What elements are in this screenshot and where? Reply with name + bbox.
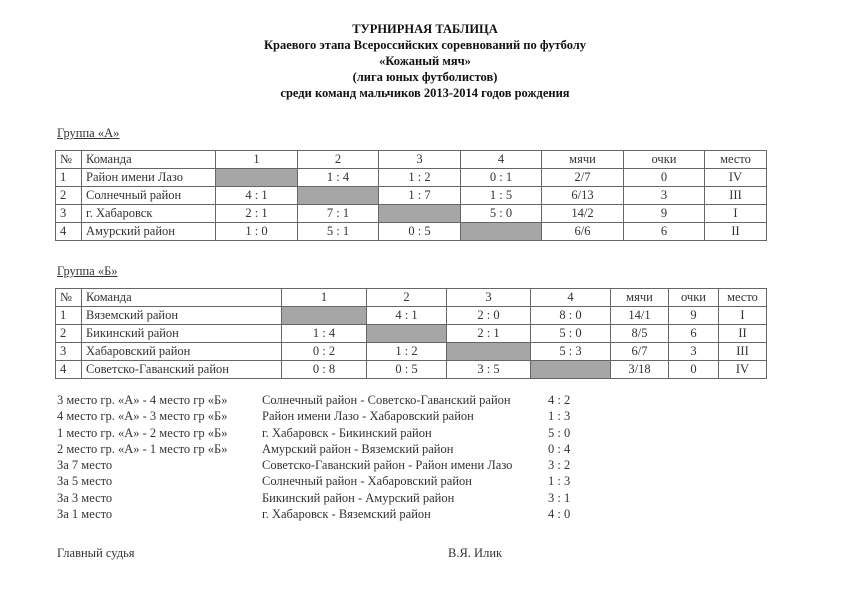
points: 6	[624, 223, 705, 241]
match-score: 0 : 2	[282, 343, 367, 361]
playoff-row	[57, 441, 617, 457]
playoff-match: Бикинский район - Амурский район	[262, 490, 455, 505]
playoff-stage: За 7 место	[57, 458, 113, 473]
team-name: Хабаровский район	[82, 343, 282, 361]
column-header: 4	[461, 151, 542, 169]
playoff-score: 1 : 3	[548, 409, 571, 424]
playoff-match: Солнечный район - Советско-Гаванский район	[262, 393, 511, 407]
team-number: 2	[56, 325, 82, 343]
playoff-stage: 1 место гр. «А» - 2 место гр «Б»	[57, 425, 228, 440]
header-row	[56, 151, 767, 169]
team-name: Бикинский район	[82, 325, 282, 343]
playoff-match: Советско-Гаванский район - Район имени Лазо	[262, 458, 513, 473]
match-score: 5 : 0	[531, 325, 611, 343]
column-header: 2	[367, 289, 447, 307]
playoff-score: 5 : 0	[548, 425, 571, 440]
points: 3	[669, 343, 719, 361]
match-score: 0 : 5	[367, 361, 447, 379]
column-header: 4	[531, 289, 611, 307]
playoff-stage: 2 место гр. «А» - 1 место гр «Б»	[57, 441, 228, 456]
playoff-score: 4 : 0	[548, 507, 571, 522]
match-score: 2 : 1	[216, 205, 298, 223]
team-name: Амурский район	[82, 223, 216, 241]
column-header: 1	[282, 289, 367, 307]
judge-name: В.Я. Илик	[448, 546, 503, 560]
group-a-table	[55, 150, 767, 241]
table-row	[56, 343, 767, 361]
title-category: среди команд мальчиков 2013-2014 годов рождения	[280, 86, 570, 100]
match-score: 1 : 7	[379, 187, 461, 205]
playoff-score: 1 : 3	[548, 474, 571, 489]
playoff-score: 0 : 4	[548, 441, 571, 456]
playoff-row	[57, 425, 617, 441]
table-row	[56, 205, 767, 223]
column-header: Команда	[82, 289, 282, 307]
match-score: 2 : 1	[447, 325, 531, 343]
match-score: 1 : 0	[216, 223, 298, 241]
points: 9	[669, 307, 719, 325]
self-match-cell	[282, 307, 367, 325]
place: II	[719, 325, 767, 343]
column-header: 2	[298, 151, 379, 169]
match-score: 1 : 2	[379, 169, 461, 187]
points: 0	[624, 169, 705, 187]
goals: 3/18	[611, 361, 669, 379]
group-a-label: Группа «А»	[57, 126, 120, 140]
match-score: 5 : 3	[531, 343, 611, 361]
title-tournament: «Кожаный мяч»	[379, 54, 471, 68]
team-name: Солнечный район	[82, 187, 216, 205]
column-header: Команда	[82, 151, 216, 169]
table-row	[56, 325, 767, 343]
goals: 8/5	[611, 325, 669, 343]
team-number: 3	[56, 205, 82, 223]
points: 9	[624, 205, 705, 223]
goals: 6/7	[611, 343, 669, 361]
table-row	[56, 361, 767, 379]
column-header: 1	[216, 151, 298, 169]
column-header: №	[56, 151, 82, 169]
match-score: 0 : 5	[379, 223, 461, 241]
judge-title: Главный судья	[57, 546, 135, 560]
place: I	[705, 205, 767, 223]
team-number: 1	[56, 307, 82, 325]
match-score: 5 : 0	[461, 205, 542, 223]
group-b-label: Группа «Б»	[57, 264, 118, 278]
place: IV	[705, 169, 767, 187]
playoff-match: Амурский район - Вяземский район	[262, 441, 454, 456]
column-header: очки	[624, 151, 705, 169]
match-score: 4 : 1	[367, 307, 447, 325]
column-header: место	[705, 151, 767, 169]
team-number: 4	[56, 223, 82, 241]
playoff-match: г. Хабаровск - Бикинский район	[262, 425, 432, 440]
self-match-cell	[379, 205, 461, 223]
goals: 6/13	[542, 187, 624, 205]
self-match-cell	[531, 361, 611, 379]
points: 6	[669, 325, 719, 343]
column-header: очки	[669, 289, 719, 307]
team-name: Советско-Гаванский район	[82, 361, 282, 379]
playoff-stage: За 3 место	[57, 490, 113, 505]
self-match-cell	[447, 343, 531, 361]
title-event: Краевого этапа Всероссийских соревнований по футболу	[263, 38, 587, 52]
group-b-table	[55, 288, 767, 379]
points: 0	[669, 361, 719, 379]
match-score: 1 : 4	[282, 325, 367, 343]
column-header: мячи	[542, 151, 624, 169]
playoff-row	[57, 506, 617, 522]
place: I	[719, 307, 767, 325]
playoff-row	[57, 473, 617, 489]
title-main: ТУРНИРНАЯ ТАБЛИЦА	[352, 22, 498, 36]
playoff-results	[57, 392, 617, 522]
place: II	[705, 223, 767, 241]
playoff-match: Солнечный район - Хабаровский район	[262, 474, 472, 489]
goals: 2/7	[542, 169, 624, 187]
match-score: 5 : 1	[298, 223, 379, 241]
team-number: 1	[56, 169, 82, 187]
column-header: 3	[379, 151, 461, 169]
match-score: 4 : 1	[216, 187, 298, 205]
self-match-cell	[216, 169, 298, 187]
table-row	[56, 307, 767, 325]
playoff-score: 4 : 2	[548, 393, 571, 407]
team-number: 3	[56, 343, 82, 361]
playoff-score: 3 : 2	[548, 458, 571, 473]
team-number: 2	[56, 187, 82, 205]
playoff-row	[57, 490, 617, 506]
playoff-match: г. Хабаровск - Вяземский район	[262, 507, 431, 522]
match-score: 1 : 5	[461, 187, 542, 205]
match-score: 2 : 0	[447, 307, 531, 325]
place: IV	[719, 361, 767, 379]
column-header: №	[56, 289, 82, 307]
match-score: 7 : 1	[298, 205, 379, 223]
match-score: 1 : 2	[367, 343, 447, 361]
playoff-stage: За 5 место	[57, 474, 113, 489]
team-name: Вяземский район	[82, 307, 282, 325]
column-header: мячи	[611, 289, 669, 307]
column-header: место	[719, 289, 767, 307]
team-number: 4	[56, 361, 82, 379]
playoff-stage: 3 место гр. «А» - 4 место гр «Б»	[57, 393, 228, 407]
place: III	[705, 187, 767, 205]
table-row	[56, 169, 767, 187]
column-header: 3	[447, 289, 531, 307]
self-match-cell	[298, 187, 379, 205]
goals: 14/2	[542, 205, 624, 223]
self-match-cell	[461, 223, 542, 241]
match-score: 8 : 0	[531, 307, 611, 325]
playoff-row	[57, 408, 617, 424]
match-score: 3 : 5	[447, 361, 531, 379]
team-name: г. Хабаровск	[82, 205, 216, 223]
match-score: 0 : 1	[461, 169, 542, 187]
playoff-stage: За 1 место	[57, 507, 113, 522]
playoff-score: 3 : 1	[548, 490, 571, 505]
table-row	[56, 187, 767, 205]
points: 3	[624, 187, 705, 205]
title-league: (лига юных футболистов)	[352, 70, 498, 84]
place: III	[719, 343, 767, 361]
playoff-row	[57, 457, 617, 473]
self-match-cell	[367, 325, 447, 343]
playoff-row	[57, 392, 617, 408]
playoff-stage: 4 место гр. «А» - 3 место гр «Б»	[57, 409, 228, 424]
goals: 14/1	[611, 307, 669, 325]
match-score: 1 : 4	[298, 169, 379, 187]
header-row	[56, 289, 767, 307]
match-score: 0 : 8	[282, 361, 367, 379]
table-row	[56, 223, 767, 241]
goals: 6/6	[542, 223, 624, 241]
playoff-match: Район имени Лазо - Хабаровский район	[262, 409, 474, 424]
team-name: Район имени Лазо	[82, 169, 216, 187]
